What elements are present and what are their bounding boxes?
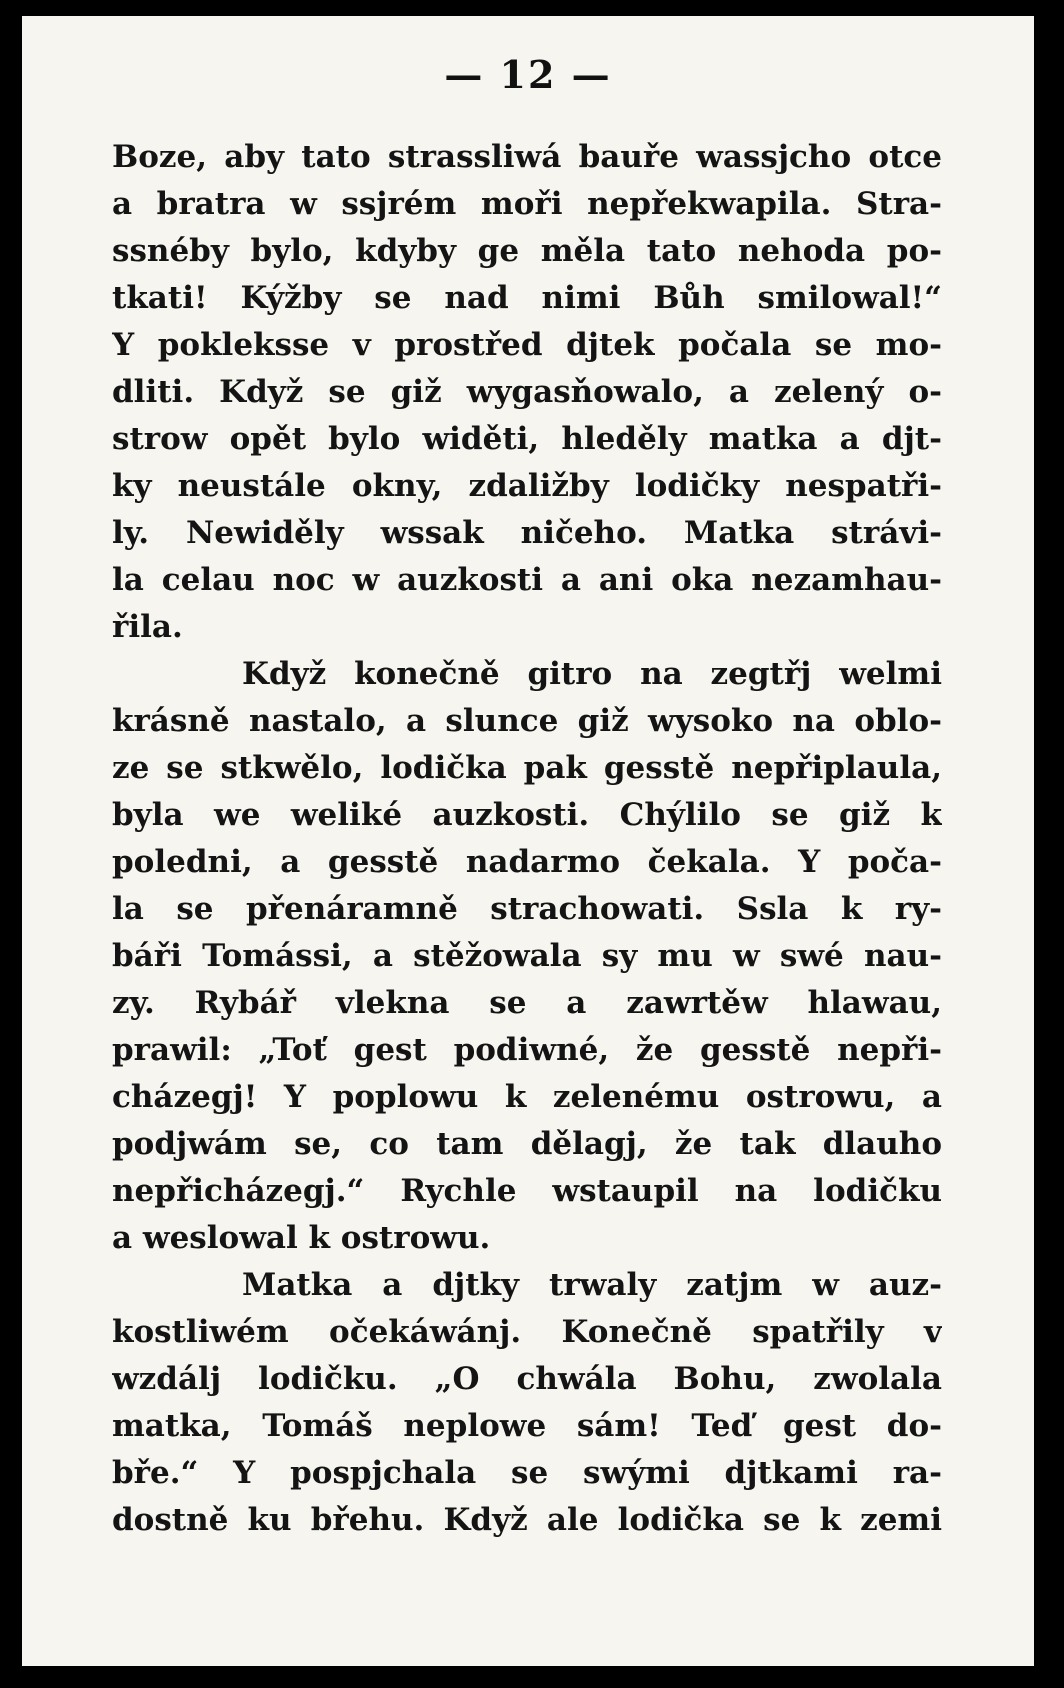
text-line: Boze, aby tato strassliwá bauře wassjcho otce — [112, 139, 942, 175]
text-line: dliti. Když se giž wygasňowalo, a zelený o- — [112, 374, 942, 410]
book-page — [22, 16, 1034, 1666]
text-line: dostně ku břehu. Když ale lodička se k zemi — [112, 1502, 942, 1538]
text-line: Matka a djtky trwaly zatjm w auz- — [242, 1267, 942, 1303]
text-line: Y pokleksse v prostřed djtek počala se mo- — [112, 327, 942, 363]
page-number: — 12 — — [444, 52, 612, 97]
text-line: báři Tomássi, a stěžowala sy mu w swé nau- — [112, 938, 942, 974]
text-line: byla we weliké auzkosti. Chýlilo se giž k — [112, 797, 942, 833]
body-text — [112, 134, 942, 1544]
text-line: Když konečně gitro na zegtřj welmi — [242, 656, 942, 692]
text-line: kostliwém očekáwánj. Konečně spatřily v — [112, 1314, 942, 1350]
text-line: ky neustále okny, zdaližby lodičky nespatři- — [112, 468, 942, 504]
text-line: strow opět bylo widěti, hleděly matka a djt- — [112, 421, 942, 457]
text-line: wzdálj lodičku. „O chwála Bohu, zwolala — [112, 1361, 942, 1397]
text-line: prawil: „Toť gest podiwné, že gesstě nepři- — [112, 1032, 942, 1068]
text-line: zy. Rybář vlekna se a zawrtěw hlawau, — [112, 985, 942, 1021]
text-line: a weslowal k ostrowu. — [112, 1220, 491, 1256]
text-line: ssnéby bylo, kdyby ge měla tato nehoda po- — [112, 233, 942, 269]
text-line: a bratra w ssjrém moři nepřekwapila. Stra- — [112, 186, 942, 222]
text-line: ze se stkwělo, lodička pak gesstě nepřiplaula, — [112, 750, 942, 786]
text-line: řila. — [112, 609, 183, 645]
text-line: la celau noc w auzkosti a ani oka nezamhau- — [112, 562, 942, 598]
text-line: ly. Newiděly wssak ničeho. Matka strávi- — [112, 515, 942, 551]
text-line: bře.“ Y pospjchala se swými djtkami ra- — [112, 1455, 942, 1491]
text-line: la se přenáramně strachowati. Ssla k ry- — [112, 891, 942, 927]
text-line: matka, Tomáš neplowe sám! Teď gest do- — [112, 1408, 942, 1444]
text-line: tkati! Kýžby se nad nimi Bůh smilowal!“ — [112, 280, 942, 316]
text-line: cházegj! Y poplowu k zelenému ostrowu, a — [112, 1079, 942, 1115]
text-line: krásně nastalo, a slunce giž wysoko na oblo- — [112, 703, 942, 739]
text-line: nepřicházegj.“ Rychle wstaupil na lodičku — [112, 1173, 942, 1209]
text-line: poledni, a gesstě nadarmo čekala. Y poča- — [112, 844, 942, 880]
text-line: podjwám se, co tam dělagj, že tak dlauho — [112, 1126, 942, 1162]
